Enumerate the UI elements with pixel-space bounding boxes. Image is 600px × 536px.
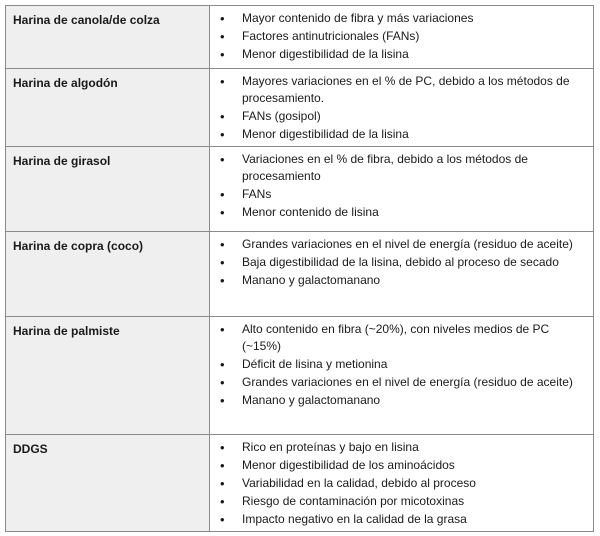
list-item: • FANs (gosipol) — [218, 108, 587, 125]
table-row — [6, 147, 594, 232]
list-item: • Mayores variaciones en el % de PC, debido a los métodos de procesamiento. — [218, 73, 587, 107]
table-row — [6, 317, 594, 435]
list-item: • Impacto negativo en la calidad de la grasa — [218, 511, 587, 528]
ingredient-name: Harina de palmiste — [6, 317, 210, 435]
list-item: • Grandes variaciones en el nivel de energía (residuo de aceite) — [218, 374, 587, 391]
table-row — [6, 435, 594, 532]
list-item: • Mayor contenido de fibra y más variaciones — [218, 10, 587, 27]
list-item: • Menor digestibilidad de la lisina — [218, 46, 587, 63]
list-item: • Variabilidad en la calidad, debido al proceso — [218, 475, 587, 492]
list-item: • Riesgo de contaminación por micotoxinas — [218, 493, 587, 510]
list-item: • FANs — [218, 186, 587, 203]
list-item: • Manano y galactomanano — [218, 272, 587, 289]
list-item: • Factores antinutricionales (FANs) — [218, 28, 587, 45]
ingredient-name: Harina de canola/de colza — [6, 6, 210, 69]
bullet-list — [218, 73, 587, 143]
bullet-list — [218, 236, 587, 289]
list-item: • Menor digestibilidad de la lisina — [218, 126, 587, 143]
table-row — [6, 232, 594, 317]
list-item: • Alto contenido en fibra (~20%), con niveles medios de PC (~15%) — [218, 321, 587, 355]
list-item: • Rico en proteínas y bajo en lisina — [218, 439, 587, 456]
ingredient-name: Harina de girasol — [6, 147, 210, 232]
ingredient-name: DDGS — [6, 435, 210, 532]
bullet-list — [218, 321, 587, 409]
ingredient-name: Harina de copra (coco) — [6, 232, 210, 317]
feed-ingredients-table — [5, 5, 594, 532]
bullet-list — [218, 10, 587, 63]
bullet-list — [218, 439, 587, 528]
bullet-list — [218, 151, 587, 221]
table-row — [6, 6, 594, 69]
list-item: • Menor contenido de lisina — [218, 204, 587, 221]
table-row — [6, 69, 594, 147]
list-item: • Déficit de lisina y metionina — [218, 356, 587, 373]
ingredient-name: Harina de algodón — [6, 69, 210, 147]
list-item: • Variaciones en el % de fibra, debido a los métodos de procesamiento — [218, 151, 587, 185]
list-item: • Grandes variaciones en el nivel de energía (residuo de aceite) — [218, 236, 587, 253]
list-item: • Menor digestibilidad de los aminoácidos — [218, 457, 587, 474]
list-item: • Baja digestibilidad de la lisina, debido al proceso de secado — [218, 254, 587, 271]
list-item: • Manano y galactomanano — [218, 392, 587, 409]
